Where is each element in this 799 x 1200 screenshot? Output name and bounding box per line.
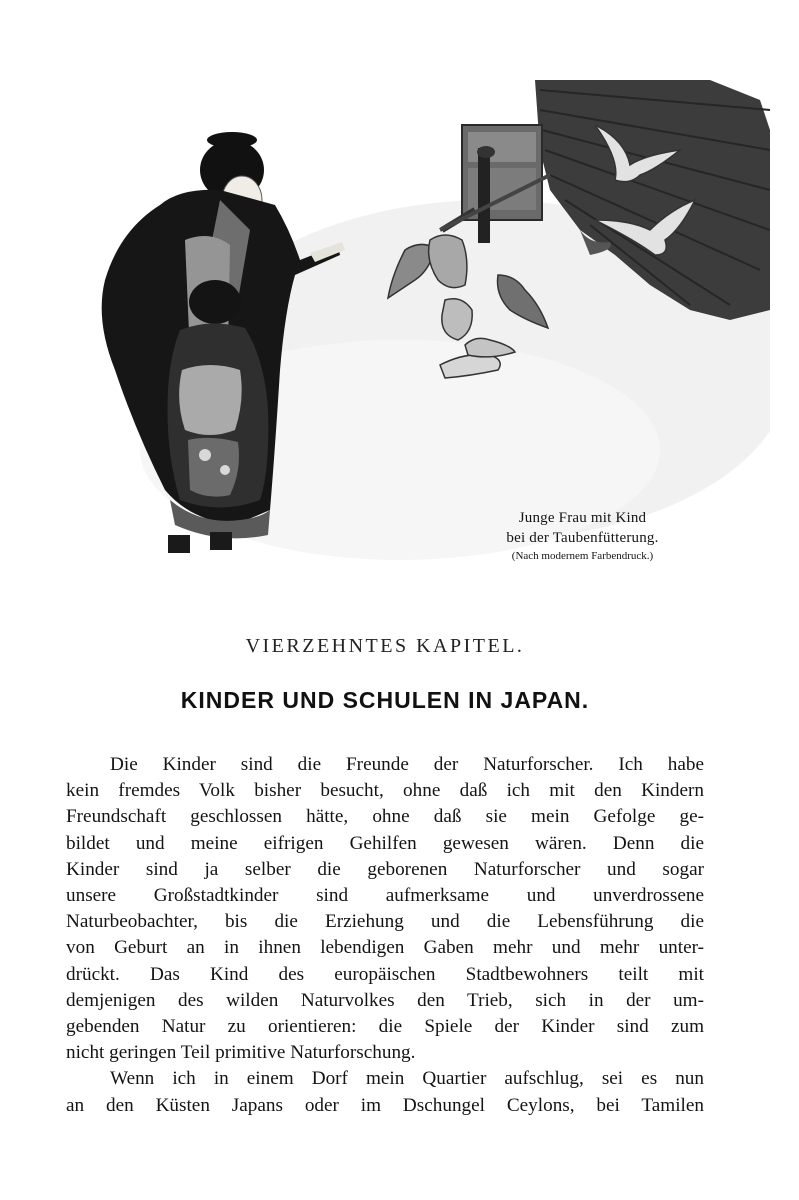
text-line: Wenn ich in einem Dorf mein Quartier aufschlug, sei es nun xyxy=(110,1068,704,1090)
caption-line-2: bei der Taubenfütterung. xyxy=(506,530,659,546)
paragraph xyxy=(66,1066,704,1118)
text-line: nicht geringen Teil primitive Naturforschung. xyxy=(66,1042,416,1064)
text-line: Freundschaft geschlossen hätte, ohne daß sie mein Gefolge ge- xyxy=(66,806,704,828)
text-line: bildet und meine eifrigen Gehilfen gewesen wären. Denn die xyxy=(66,832,704,854)
illustration-caption xyxy=(460,508,705,564)
text-line: an den Küsten Japans oder im Dschungel Ceylons, bei Tamilen xyxy=(66,1094,704,1116)
text-line: drückt. Das Kind des europäischen Stadtbewohners teilt mit xyxy=(66,963,704,985)
text-line: gebenden Natur zu orientieren: die Spiele der Kinder sind zum xyxy=(66,1016,704,1038)
text-line: unsere Großstadtkinder sind aufmerksame und unverdrossene xyxy=(66,885,704,907)
text-line: Kinder sind ja selber die geborenen Naturforscher und sogar xyxy=(66,858,704,880)
body-text xyxy=(66,752,704,1119)
caption-line-1: Junge Frau mit Kind xyxy=(518,510,647,526)
text-line: Naturbeobachter, bis die Erziehung und die Lebensführung die xyxy=(66,911,704,933)
text-line: demjenigen des wilden Naturvolkes den Trieb, sich in der um- xyxy=(66,989,704,1011)
paragraph xyxy=(66,752,704,1066)
text-line: von Geburt an in ihnen lebendigen Gaben mehr und mehr unter- xyxy=(66,937,704,959)
caption-source-note: (Nach modernem Farbendruck.) xyxy=(511,550,654,562)
woodblock-print-image xyxy=(70,70,770,570)
chapter-number: VIERZEHNTES KAPITEL. xyxy=(245,635,525,657)
text-line: Die Kinder sind die Freunde der Naturforscher. Ich habe xyxy=(110,754,704,775)
chapter-title: KINDER UND SCHULEN IN JAPAN. xyxy=(180,687,590,713)
illustration xyxy=(70,70,770,570)
text-line: kein fremdes Volk bisher besucht, ohne daß ich mit den Kindern xyxy=(66,780,704,802)
